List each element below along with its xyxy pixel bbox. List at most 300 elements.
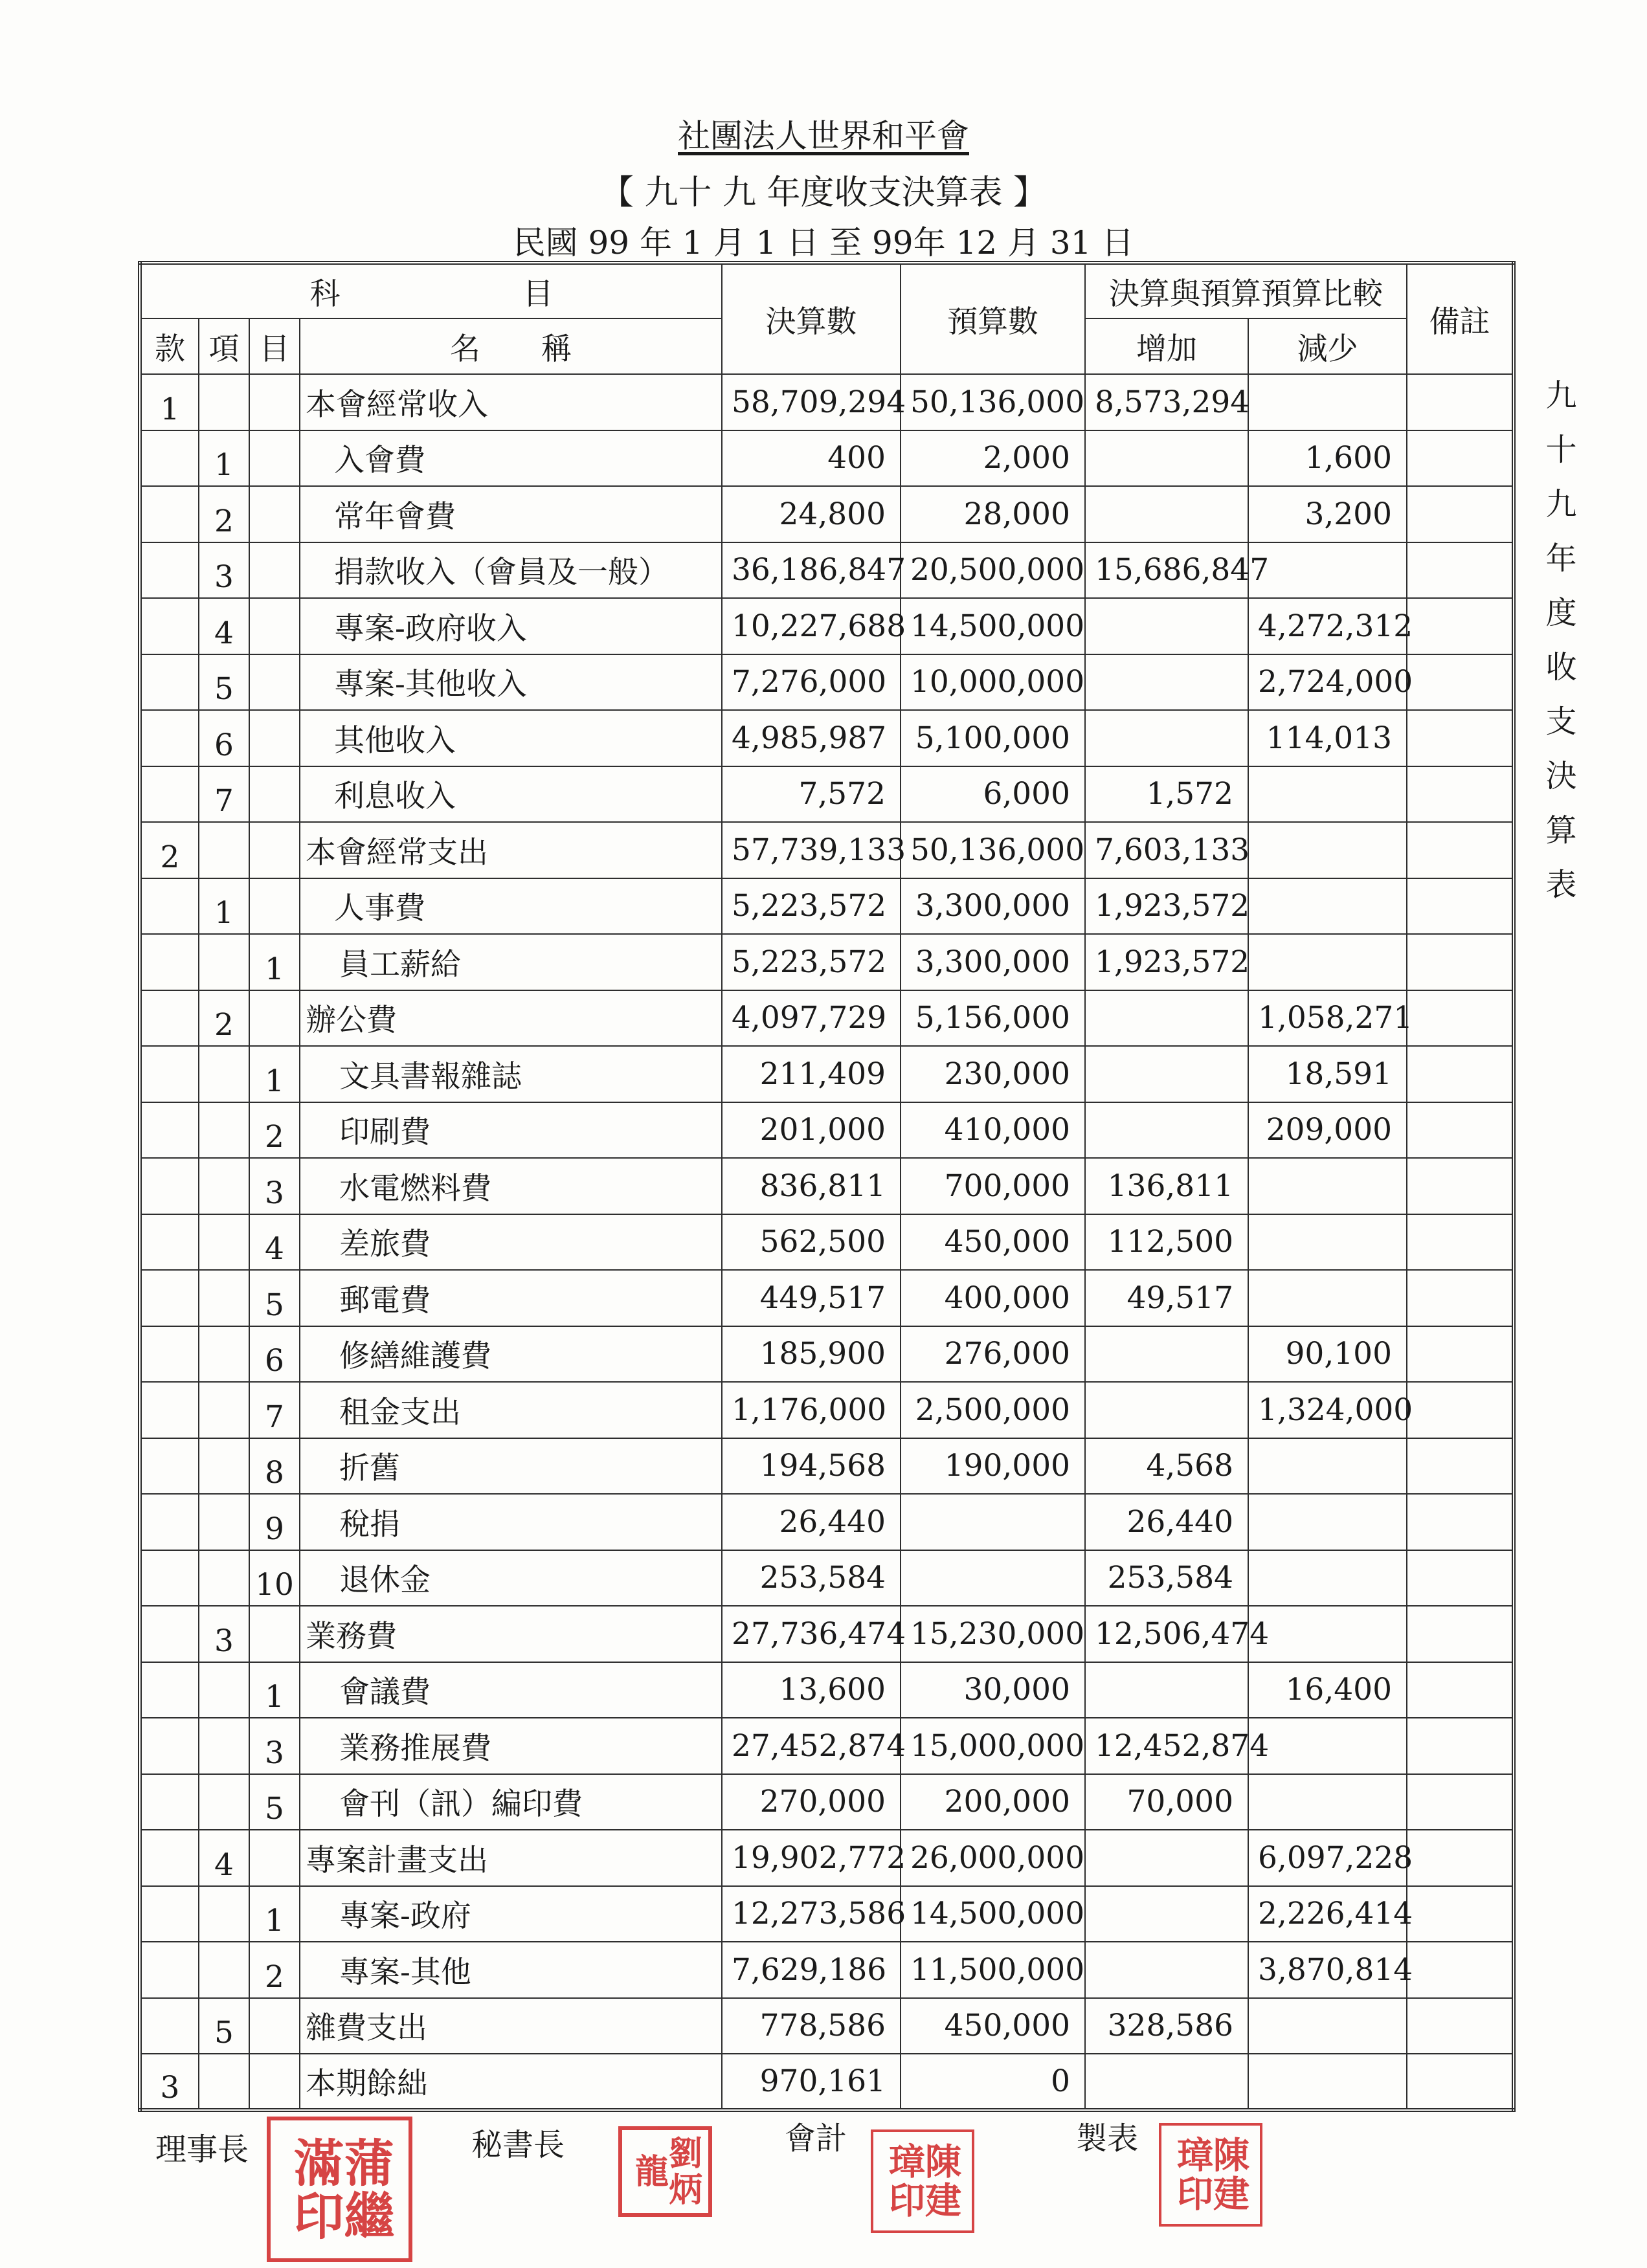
decrease-amount: 2,226,414 (1248, 1886, 1407, 1942)
mu-cell (249, 1830, 300, 1886)
increase-amount: 26,440 (1085, 1494, 1248, 1550)
accountant-label: 會計 (785, 2120, 847, 2157)
mu-cell (249, 822, 300, 878)
actual-amount: 4,097,729 (722, 990, 901, 1047)
table-row (140, 430, 1514, 487)
actual-amount: 270,000 (722, 1774, 901, 1830)
table-row (140, 1998, 1514, 2054)
report-period: 民國 99 年 1 月 1 日 至 99年 12 月 31 日 (513, 224, 1134, 261)
chairman-label: 理事長 (155, 2131, 249, 2168)
item-name: 郵電費 (300, 1270, 722, 1326)
decrease-amount (1248, 1270, 1407, 1326)
budget-amount: 450,000 (901, 1998, 1085, 2054)
accountant-seal: 陳建璋印 (871, 2129, 974, 2233)
mu-cell: 1 (249, 1046, 300, 1102)
decrease-amount: 1,600 (1248, 430, 1407, 487)
mu-cell: 7 (249, 1382, 300, 1438)
table-body (140, 374, 1514, 2110)
increase-amount: 253,584 (1085, 1550, 1248, 1606)
remarks-cell (1407, 598, 1514, 654)
item-name: 專案-其他收入 (300, 654, 722, 711)
kuan-cell (140, 1382, 199, 1438)
kuan-cell (140, 990, 199, 1047)
kuan-cell (140, 1662, 199, 1718)
actual-amount: 400 (722, 430, 901, 487)
remarks-cell (1407, 430, 1514, 487)
remarks-cell (1407, 1998, 1514, 2054)
table-row (140, 990, 1514, 1047)
budget-amount: 190,000 (901, 1438, 1085, 1495)
increase-amount (1085, 430, 1248, 487)
item-name: 本會經常收入 (300, 374, 722, 430)
actual-amount: 778,586 (722, 1998, 901, 2054)
kuan-cell (140, 1214, 199, 1271)
increase-amount: 1,572 (1085, 766, 1248, 823)
xiang-cell (199, 1718, 249, 1774)
budget-amount: 10,000,000 (901, 654, 1085, 711)
actual-amount: 201,000 (722, 1102, 901, 1159)
mu-cell (249, 598, 300, 654)
chairman-seal: 蒲繼滿印 (267, 2117, 412, 2262)
kuan-cell: 1 (140, 374, 199, 430)
kuan-cell (140, 486, 199, 542)
budget-amount: 30,000 (901, 1662, 1085, 1718)
increase-amount (1085, 1326, 1248, 1383)
remarks-cell (1407, 766, 1514, 823)
side-note-text: 九十九年度收支決算表 (1540, 379, 1576, 922)
kuan-cell (140, 1438, 199, 1495)
kuan-cell: 3 (140, 2054, 199, 2110)
side-note (1531, 379, 1576, 922)
mu-cell: 9 (249, 1494, 300, 1550)
budget-amount: 14,500,000 (901, 598, 1085, 654)
increase-amount: 15,686,847 (1085, 542, 1248, 599)
increase-amount: 328,586 (1085, 1998, 1248, 2054)
decrease-amount (1248, 1774, 1407, 1830)
actual-amount: 26,440 (722, 1494, 901, 1550)
remarks-cell (1407, 1718, 1514, 1774)
item-name: 專案-其他 (300, 1942, 722, 1998)
budget-amount: 5,100,000 (901, 710, 1085, 766)
budget-amount: 11,500,000 (901, 1942, 1085, 1998)
xiang-cell: 5 (199, 654, 249, 711)
item-name: 常年會費 (300, 486, 722, 542)
increase-amount: 70,000 (1085, 1774, 1248, 1830)
kuan-cell (140, 654, 199, 711)
item-name: 其他收入 (300, 710, 722, 766)
budget-amount: 14,500,000 (901, 1886, 1085, 1942)
kuan-cell (140, 766, 199, 823)
increase-amount (1085, 486, 1248, 542)
increase-amount: 1,923,572 (1085, 934, 1248, 990)
header-budget: 預算數 (901, 263, 1085, 374)
actual-amount: 19,902,772 (722, 1830, 901, 1886)
kuan-cell (140, 1606, 199, 1662)
kuan-cell (140, 1326, 199, 1383)
decrease-amount (1248, 1998, 1407, 2054)
remarks-cell (1407, 1494, 1514, 1550)
kuan-cell (140, 1158, 199, 1214)
xiang-cell (199, 1326, 249, 1383)
actual-amount: 7,629,186 (722, 1942, 901, 1998)
table-row (140, 598, 1514, 654)
budget-amount: 700,000 (901, 1158, 1085, 1214)
mu-cell (249, 990, 300, 1047)
actual-amount: 836,811 (722, 1158, 901, 1214)
actual-amount: 253,584 (722, 1550, 901, 1606)
budget-amount: 15,230,000 (901, 1606, 1085, 1662)
table-row (140, 822, 1514, 878)
table-row (140, 374, 1514, 430)
increase-amount (1085, 1102, 1248, 1159)
remarks-cell (1407, 990, 1514, 1047)
xiang-cell: 6 (199, 710, 249, 766)
remarks-cell (1407, 1606, 1514, 1662)
organization-title: 社團法人世界和平會 (678, 117, 969, 155)
remarks-cell (1407, 1662, 1514, 1718)
mu-cell (249, 542, 300, 599)
remarks-cell (1407, 1326, 1514, 1383)
remarks-cell (1407, 542, 1514, 599)
budget-amount: 50,136,000 (901, 822, 1085, 878)
table-row (140, 1606, 1514, 1662)
budget-amount: 410,000 (901, 1102, 1085, 1159)
budget-amount: 230,000 (901, 1046, 1085, 1102)
remarks-cell (1407, 1270, 1514, 1326)
decrease-amount: 16,400 (1248, 1662, 1407, 1718)
actual-amount: 58,709,294 (722, 374, 901, 430)
xiang-cell: 1 (199, 878, 249, 935)
secretary-label: 秘書長 (471, 2127, 565, 2163)
decrease-amount: 1,324,000 (1248, 1382, 1407, 1438)
mu-cell (249, 374, 300, 430)
xiang-cell (199, 1214, 249, 1271)
xiang-cell (199, 1662, 249, 1718)
decrease-amount: 3,870,814 (1248, 1942, 1407, 1998)
secretary-seal: 劉炳龍 (618, 2126, 712, 2217)
item-name: 租金支出 (300, 1382, 722, 1438)
mu-cell: 8 (249, 1438, 300, 1495)
header-comparison: 決算與預算預算比較 (1085, 263, 1407, 318)
item-name: 稅捐 (300, 1494, 722, 1550)
table-row (140, 1102, 1514, 1159)
decrease-amount: 6,097,228 (1248, 1830, 1407, 1886)
increase-amount (1085, 1662, 1248, 1718)
item-name: 會刊（訊）編印費 (300, 1774, 722, 1830)
budget-amount: 400,000 (901, 1270, 1085, 1326)
xiang-cell: 1 (199, 430, 249, 487)
table-row (140, 1158, 1514, 1214)
remarks-cell (1407, 1550, 1514, 1606)
xiang-cell: 5 (199, 1998, 249, 2054)
table-row (140, 1550, 1514, 1606)
budget-amount: 276,000 (901, 1326, 1085, 1383)
decrease-amount: 3,200 (1248, 486, 1407, 542)
mu-cell (249, 710, 300, 766)
mu-cell: 1 (249, 1886, 300, 1942)
remarks-cell (1407, 1382, 1514, 1438)
xiang-cell: 2 (199, 990, 249, 1047)
table-row (140, 1494, 1514, 1550)
mu-cell (249, 654, 300, 711)
xiang-cell (199, 2054, 249, 2110)
table-row (140, 1438, 1514, 1495)
mu-cell: 5 (249, 1774, 300, 1830)
remarks-cell (1407, 1046, 1514, 1102)
increase-amount (1085, 1382, 1248, 1438)
decrease-amount (1248, 1550, 1407, 1606)
budget-amount: 20,500,000 (901, 542, 1085, 599)
actual-amount: 12,273,586 (722, 1886, 901, 1942)
kuan-cell (140, 1886, 199, 1942)
kuan-cell (140, 1718, 199, 1774)
increase-amount: 49,517 (1085, 1270, 1248, 1326)
actual-amount: 27,452,874 (722, 1718, 901, 1774)
increase-amount (1085, 1886, 1248, 1942)
decrease-amount (1248, 1494, 1407, 1550)
table-row (140, 1830, 1514, 1886)
decrease-amount (1248, 374, 1407, 430)
xiang-cell: 2 (199, 486, 249, 542)
mu-cell (249, 2054, 300, 2110)
preparer-label: 製表 (1076, 2120, 1139, 2157)
increase-amount: 1,923,572 (1085, 878, 1248, 935)
actual-amount: 185,900 (722, 1326, 901, 1383)
xiang-cell (199, 1046, 249, 1102)
increase-amount: 4,568 (1085, 1438, 1248, 1495)
remarks-cell (1407, 2054, 1514, 2110)
xiang-cell (199, 1382, 249, 1438)
item-name: 專案-政府收入 (300, 598, 722, 654)
decrease-amount: 4,272,312 (1248, 598, 1407, 654)
decrease-amount: 90,100 (1248, 1326, 1407, 1383)
kuan-cell (140, 1998, 199, 2054)
xiang-cell (199, 1774, 249, 1830)
remarks-cell (1407, 1830, 1514, 1886)
budget-amount: 200,000 (901, 1774, 1085, 1830)
table-row (140, 1046, 1514, 1102)
item-name: 水電燃料費 (300, 1158, 722, 1214)
mu-cell: 4 (249, 1214, 300, 1271)
actual-amount: 5,223,572 (722, 878, 901, 935)
actual-amount: 1,176,000 (722, 1382, 901, 1438)
kuan-cell (140, 1494, 199, 1550)
budget-amount: 6,000 (901, 766, 1085, 823)
preparer-seal: 陳建璋印 (1159, 2123, 1262, 2227)
remarks-cell (1407, 1942, 1514, 1998)
table-row (140, 542, 1514, 599)
header-xiang: 項 (199, 318, 249, 374)
item-name: 本會經常支出 (300, 822, 722, 878)
decrease-amount (1248, 1158, 1407, 1214)
table-row (140, 1326, 1514, 1383)
xiang-cell: 3 (199, 542, 249, 599)
mu-cell: 1 (249, 1662, 300, 1718)
actual-amount: 449,517 (722, 1270, 901, 1326)
decrease-amount: 209,000 (1248, 1102, 1407, 1159)
table-row (140, 1270, 1514, 1326)
mu-cell: 6 (249, 1326, 300, 1383)
budget-amount: 450,000 (901, 1214, 1085, 1271)
decrease-amount: 114,013 (1248, 710, 1407, 766)
xiang-cell (199, 1158, 249, 1214)
mu-cell (249, 430, 300, 487)
item-name: 退休金 (300, 1550, 722, 1606)
remarks-cell (1407, 374, 1514, 430)
xiang-cell (199, 822, 249, 878)
table-row (140, 1718, 1514, 1774)
increase-amount (1085, 1046, 1248, 1102)
budget-amount (901, 1494, 1085, 1550)
increase-amount: 12,506,474 (1085, 1606, 1248, 1662)
item-name: 專案-政府 (300, 1886, 722, 1942)
actual-amount: 10,227,688 (722, 598, 901, 654)
xiang-cell: 7 (199, 766, 249, 823)
mu-cell (249, 486, 300, 542)
actual-amount: 970,161 (722, 2054, 901, 2110)
kuan-cell (140, 542, 199, 599)
header-actual: 決算數 (722, 263, 901, 374)
decrease-amount (1248, 878, 1407, 935)
increase-amount (1085, 1942, 1248, 1998)
item-name: 文具書報雜誌 (300, 1046, 722, 1102)
increase-amount: 112,500 (1085, 1214, 1248, 1271)
budget-amount: 26,000,000 (901, 1830, 1085, 1886)
xiang-cell (199, 1550, 249, 1606)
budget-amount: 3,300,000 (901, 878, 1085, 935)
actual-amount: 57,739,133 (722, 822, 901, 878)
table-row (140, 1774, 1514, 1830)
kuan-cell (140, 878, 199, 935)
table-row (140, 710, 1514, 766)
table-row (140, 1886, 1514, 1942)
budget-amount: 3,300,000 (901, 934, 1085, 990)
item-name: 專案計畫支出 (300, 1830, 722, 1886)
actual-amount: 7,276,000 (722, 654, 901, 711)
mu-cell: 1 (249, 934, 300, 990)
xiang-cell (199, 1942, 249, 1998)
kuan-cell (140, 598, 199, 654)
item-name: 差旅費 (300, 1214, 722, 1271)
remarks-cell (1407, 1102, 1514, 1159)
remarks-cell (1407, 1214, 1514, 1271)
table-row (140, 1662, 1514, 1718)
actual-amount: 211,409 (722, 1046, 901, 1102)
mu-cell (249, 1606, 300, 1662)
actual-amount: 194,568 (722, 1438, 901, 1495)
item-name: 會議費 (300, 1662, 722, 1718)
decrease-amount (1248, 1718, 1407, 1774)
budget-amount: 2,500,000 (901, 1382, 1085, 1438)
kuan-cell (140, 1046, 199, 1102)
increase-amount (1085, 654, 1248, 711)
increase-amount (1085, 710, 1248, 766)
xiang-cell: 3 (199, 1606, 249, 1662)
actual-amount: 562,500 (722, 1214, 901, 1271)
decrease-amount (1248, 1606, 1407, 1662)
increase-amount: 136,811 (1085, 1158, 1248, 1214)
budget-amount: 50,136,000 (901, 374, 1085, 430)
item-name: 業務費 (300, 1606, 722, 1662)
kuan-cell (140, 1942, 199, 1998)
remarks-cell (1407, 934, 1514, 990)
header-mu: 目 (249, 318, 300, 374)
decrease-amount (1248, 1214, 1407, 1271)
decrease-amount (1248, 542, 1407, 599)
xiang-cell: 4 (199, 1830, 249, 1886)
item-name: 入會費 (300, 430, 722, 487)
budget-amount: 15,000,000 (901, 1718, 1085, 1774)
increase-amount (1085, 990, 1248, 1047)
mu-cell: 2 (249, 1102, 300, 1159)
report-title: 【 九十 九 年度收支決算表 】 (599, 173, 1048, 212)
decrease-amount (1248, 766, 1407, 823)
actual-amount: 4,985,987 (722, 710, 901, 766)
mu-cell: 3 (249, 1718, 300, 1774)
increase-amount (1085, 1830, 1248, 1886)
kuan-cell (140, 1550, 199, 1606)
actual-amount: 24,800 (722, 486, 901, 542)
table-row (140, 766, 1514, 823)
header-name: 名 稱 (300, 318, 722, 374)
item-name: 印刷費 (300, 1102, 722, 1159)
item-name: 人事費 (300, 878, 722, 935)
xiang-cell (199, 934, 249, 990)
decrease-amount (1248, 934, 1407, 990)
remarks-cell (1407, 1886, 1514, 1942)
remarks-cell (1407, 822, 1514, 878)
kuan-cell (140, 934, 199, 990)
budget-settlement-table (138, 261, 1516, 2112)
header-remarks: 備註 (1407, 263, 1514, 374)
mu-cell (249, 1998, 300, 2054)
xiang-cell (199, 1494, 249, 1550)
budget-amount (901, 1550, 1085, 1606)
xiang-cell (199, 374, 249, 430)
remarks-cell (1407, 1158, 1514, 1214)
item-name: 折舊 (300, 1438, 722, 1495)
table-row (140, 1382, 1514, 1438)
increase-amount: 7,603,133 (1085, 822, 1248, 878)
actual-amount: 7,572 (722, 766, 901, 823)
decrease-amount: 1,058,271 (1248, 990, 1407, 1047)
actual-amount: 13,600 (722, 1662, 901, 1718)
item-name: 員工薪給 (300, 934, 722, 990)
xiang-cell: 4 (199, 598, 249, 654)
increase-amount (1085, 2054, 1248, 2110)
mu-cell: 10 (249, 1550, 300, 1606)
mu-cell: 2 (249, 1942, 300, 1998)
decrease-amount: 18,591 (1248, 1046, 1407, 1102)
header-decrease: 減少 (1248, 318, 1407, 374)
kuan-cell: 2 (140, 822, 199, 878)
table-row (140, 934, 1514, 990)
actual-amount: 27,736,474 (722, 1606, 901, 1662)
item-name: 本期餘絀 (300, 2054, 722, 2110)
increase-amount: 8,573,294 (1085, 374, 1248, 430)
table-row (140, 1942, 1514, 1998)
budget-amount: 0 (901, 2054, 1085, 2110)
xiang-cell (199, 1886, 249, 1942)
budget-amount: 2,000 (901, 430, 1085, 487)
header-kuan: 款 (140, 318, 199, 374)
actual-amount: 36,186,847 (722, 542, 901, 599)
item-name: 辦公費 (300, 990, 722, 1047)
mu-cell (249, 878, 300, 935)
kuan-cell (140, 430, 199, 487)
mu-cell: 5 (249, 1270, 300, 1326)
xiang-cell (199, 1270, 249, 1326)
